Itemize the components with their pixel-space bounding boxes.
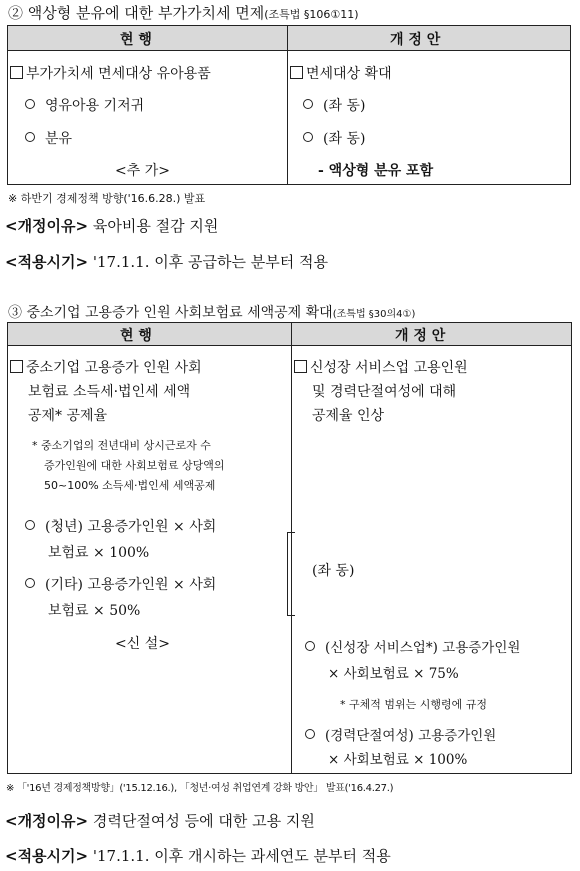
section1-title-text: ② 액상형 분유에 대한 부가가치세 면제 bbox=[8, 4, 265, 22]
section2-revised-bullet-2-line-2: × 사회보험료 × 100% bbox=[328, 752, 468, 768]
section2-apply-text: '17.1.1. 이후 개시하는 과세연도 분부터 적용 bbox=[92, 847, 391, 865]
checkbox-square-icon bbox=[10, 66, 23, 79]
section1-header-revised: 개 정 안 bbox=[390, 32, 441, 48]
circle-bullet-icon bbox=[25, 578, 35, 588]
section2-current-item-line-3: 공제* 공제율 bbox=[28, 408, 108, 424]
section1-reason-text: 육아비용 절감 지원 bbox=[92, 217, 219, 235]
bracket-icon bbox=[287, 532, 295, 616]
section2-current-item-line-1: 중소기업 고용증가 인원 사회 bbox=[26, 360, 202, 376]
checkbox-square-icon bbox=[10, 360, 23, 373]
checkbox-square-icon bbox=[290, 66, 303, 79]
circle-bullet-icon bbox=[303, 132, 313, 142]
circle-bullet-icon bbox=[25, 132, 35, 142]
section1-apply-label: <적용시기> bbox=[5, 253, 89, 271]
section2-title-text: ③ 중소기업 고용증가 인원 사회보험료 세액공제 확대 bbox=[8, 305, 333, 321]
section2-current-footnote-line-2: 증가인원에 대한 사회보험료 상당액의 bbox=[44, 459, 225, 472]
section2-current-bullet-1 bbox=[25, 514, 216, 566]
section1-header-current: 현 행 bbox=[120, 32, 152, 48]
section2-revised-item-line-3: 공제율 인상 bbox=[312, 408, 385, 424]
section2-header-revised: 개 정 안 bbox=[395, 328, 446, 344]
section1-revised-sub-item: - 액상형 분유 포함 bbox=[318, 163, 434, 179]
section1-current-add-label: <추 가> bbox=[115, 163, 170, 179]
section1-current-bullet-1-text: 영유아용 기저귀 bbox=[45, 98, 145, 114]
section2-revised-item-line-2: 및 경력단절여성에 대해 bbox=[312, 384, 457, 400]
section1-apply bbox=[5, 251, 328, 272]
section2-revised-item bbox=[294, 356, 468, 428]
section2-reason bbox=[5, 810, 315, 831]
section1-current-bullet-1 bbox=[25, 95, 144, 115]
checkbox-square-icon bbox=[294, 360, 307, 373]
section2-revised-bullet-2-line-1: (경력단절여성) 고용증가인원 bbox=[325, 728, 497, 744]
circle-bullet-icon bbox=[305, 641, 315, 651]
section2-revised-bullet-1 bbox=[305, 635, 520, 687]
section2-reason-label: <개정이유> bbox=[5, 812, 89, 830]
section2-note: ※ 「'16년 경제정책방향」('15.12.16.), 「청년·여성 취업연계 강화 방안」 발표('16.4.27.) bbox=[6, 783, 394, 794]
section2-table-header bbox=[8, 323, 571, 345]
circle-bullet-icon bbox=[305, 729, 315, 739]
section2-current-item-line-2: 보험료 소득세·법인세 세액 bbox=[28, 384, 191, 400]
section1-revised-item-text: 면세대상 확대 bbox=[306, 66, 392, 82]
section1-current-bullet-2 bbox=[25, 128, 72, 148]
section2-current-bullet-1-line-2: 보험료 × 100% bbox=[48, 545, 150, 561]
section2-current-bullet-2 bbox=[25, 572, 216, 624]
section1-header-divider bbox=[7, 50, 571, 51]
section2-law-ref: (조특법 §30의4①) bbox=[332, 309, 416, 320]
section1-column-divider bbox=[287, 25, 288, 185]
section1-table-header bbox=[8, 26, 570, 50]
section1-current-item-text: 부가가치세 면세대상 유아용품 bbox=[26, 66, 211, 82]
section1-revised-bullet-2-text: (좌 동) bbox=[323, 131, 366, 147]
section1-current-item bbox=[10, 63, 211, 83]
section2-title bbox=[8, 302, 415, 322]
circle-bullet-icon bbox=[25, 520, 35, 530]
section2-current-item bbox=[10, 356, 202, 428]
section1-revised-bullet-2 bbox=[303, 128, 365, 148]
section2-revised-bullet-1-line-2: × 사회보험료 × 75% bbox=[328, 666, 459, 682]
section2-current-footnote bbox=[32, 436, 225, 496]
section2-current-bullet-2-line-2: 보험료 × 50% bbox=[48, 603, 141, 619]
section2-revised-bullet-1-note: * 구체적 범위는 시행령에 규정 bbox=[340, 698, 487, 711]
circle-bullet-icon bbox=[25, 99, 35, 109]
section2-apply-label: <적용시기> bbox=[5, 847, 89, 865]
section2-revised-bullet-1-line-1: (신성장 서비스업*) 고용증가인원 bbox=[325, 640, 521, 656]
section2-current-new-label: <신 설> bbox=[115, 636, 170, 652]
section2-revised-item-line-1: 신성장 서비스업 고용인원 bbox=[310, 360, 468, 376]
section1-revised-bullet-1 bbox=[303, 95, 365, 115]
section1-reason-label: <개정이유> bbox=[5, 217, 89, 235]
section1-revised-item bbox=[290, 63, 392, 83]
section1-apply-text: '17.1.1. 이후 공급하는 분부터 적용 bbox=[92, 253, 328, 271]
section1-reason bbox=[5, 215, 218, 236]
circle-bullet-icon bbox=[303, 99, 313, 109]
section2-header-current: 현 행 bbox=[120, 328, 152, 344]
section1-law-ref: (조특법 §106①11) bbox=[264, 8, 359, 21]
section2-current-bullet-1-line-1: (청년) 고용증가인원 × 사회 bbox=[45, 519, 217, 535]
section2-apply bbox=[5, 845, 391, 866]
section2-current-footnote-line-3: 50~100% 소득세·법인세 세액공제 bbox=[44, 479, 216, 492]
section2-revised-same-label: (좌 동) bbox=[312, 563, 355, 579]
section2-current-footnote-line-1: * 중소기업의 전년대비 상시근로자 수 bbox=[32, 439, 211, 452]
section2-current-bullet-2-line-1: (기타) 고용증가인원 × 사회 bbox=[45, 577, 217, 593]
section2-header-divider bbox=[7, 345, 572, 346]
section1-revised-bullet-1-text: (좌 동) bbox=[323, 98, 366, 114]
section1-title bbox=[8, 2, 359, 23]
section1-current-bullet-2-text: 분유 bbox=[45, 131, 73, 147]
section2-revised-bullet-2 bbox=[305, 724, 496, 772]
section1-note: ※ 하반기 경제정책 방향('16.6.28.) 발표 bbox=[8, 192, 206, 205]
section2-reason-text: 경력단절여성 등에 대한 고용 지원 bbox=[92, 812, 315, 830]
